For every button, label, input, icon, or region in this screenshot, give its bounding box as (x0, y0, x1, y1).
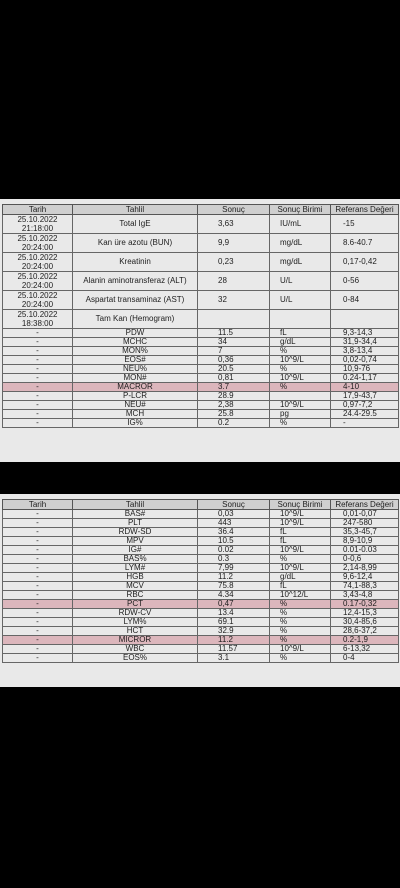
cell-unit: fL (270, 329, 331, 338)
cell-date (3, 582, 73, 591)
cell-test: LYM# (73, 564, 198, 573)
cell-result: 3.1 (198, 654, 270, 663)
cell-test: Aspartat transaminaz (AST) (73, 291, 198, 310)
date-line: 20:24:00 (21, 262, 54, 271)
cell-unit: 10^9/L (270, 546, 331, 555)
cell-test: RDW-SD (73, 528, 198, 537)
cell-result: 10.5 (198, 537, 270, 546)
cell-unit: % (270, 636, 331, 645)
cell-date (3, 510, 73, 519)
header-reference: Referans Değeri (331, 500, 399, 510)
cell-date (3, 564, 73, 573)
cell-test: MON% (73, 347, 198, 356)
header-result: Sonuç (198, 205, 270, 215)
cell-result: 4.34 (198, 591, 270, 600)
cell-result: 0.3 (198, 555, 270, 564)
cell-test: IG% (73, 419, 198, 428)
date-line: - (36, 554, 39, 563)
cell-test: HGB (73, 573, 198, 582)
cell-result: 32 (198, 291, 270, 310)
header-unit: Sonuç Birimi (270, 205, 331, 215)
cell-reference: 74,1-88,3 (331, 582, 399, 591)
cell-test: HCT (73, 627, 198, 636)
cell-result: 9,9 (198, 234, 270, 253)
cell-unit: 10^9/L (270, 564, 331, 573)
cell-test: PCT (73, 600, 198, 609)
cell-test: Alanin aminotransferaz (ALT) (73, 272, 198, 291)
cell-date (3, 600, 73, 609)
table-row (3, 272, 399, 291)
cell-date (3, 310, 73, 329)
cell-reference: -15 (331, 215, 399, 234)
cell-reference: 0-0,6 (331, 555, 399, 564)
date-line: 18:38:00 (21, 319, 54, 328)
cell-date (3, 627, 73, 636)
header-date: Tarih (3, 205, 73, 215)
cell-reference: 30,4-85,6 (331, 618, 399, 627)
cell-reference: 0-56 (331, 272, 399, 291)
cell-reference: 9,6-12,4 (331, 573, 399, 582)
date-line: - (36, 536, 39, 545)
cell-date (3, 365, 73, 374)
cell-reference: 0.01-0.03 (331, 546, 399, 555)
cell-unit: % (270, 618, 331, 627)
cell-test: IG# (73, 546, 198, 555)
table-row (3, 329, 399, 338)
cell-reference: 247-580 (331, 519, 399, 528)
cell-test: LYM% (73, 618, 198, 627)
table-row (3, 537, 399, 546)
cell-test: BAS% (73, 555, 198, 564)
cell-date (3, 272, 73, 291)
table-header-row (3, 205, 399, 215)
date-line: 25.10.2022 (17, 234, 58, 243)
cell-test: Total IgE (73, 215, 198, 234)
cell-reference: 4-10 (331, 383, 399, 392)
cell-date (3, 253, 73, 272)
cell-test: MCHC (73, 338, 198, 347)
cell-unit: 10^9/L (270, 356, 331, 365)
table-body-1 (3, 215, 399, 428)
cell-reference: - (331, 419, 399, 428)
table-row (3, 555, 399, 564)
date-line: - (36, 400, 39, 409)
cell-unit: g/dL (270, 573, 331, 582)
cell-reference: 6-13,32 (331, 645, 399, 654)
cell-date (3, 546, 73, 555)
cell-date (3, 401, 73, 410)
cell-reference: 8.6-40.7 (331, 234, 399, 253)
cell-result: 32.9 (198, 627, 270, 636)
date-line: 25.10.2022 (17, 310, 58, 319)
cell-unit: mg/dL (270, 234, 331, 253)
cell-reference: 8,9-10,9 (331, 537, 399, 546)
cell-reference: 17,9-43,7 (331, 392, 399, 401)
date-line: - (36, 518, 39, 527)
cell-result (198, 310, 270, 329)
cell-reference: 0-84 (331, 291, 399, 310)
cell-test: MCH (73, 410, 198, 419)
cell-result: 0.2 (198, 419, 270, 428)
header-date: Tarih (3, 500, 73, 510)
date-line: - (36, 346, 39, 355)
cell-reference: 10,9-76 (331, 365, 399, 374)
date-line: - (36, 617, 39, 626)
date-line: - (36, 563, 39, 572)
cell-unit: fL (270, 528, 331, 537)
table-row (3, 234, 399, 253)
table-row (3, 573, 399, 582)
cell-test: BAS# (73, 510, 198, 519)
cell-reference (331, 310, 399, 329)
date-line: 25.10.2022 (17, 291, 58, 300)
table-row (3, 374, 399, 383)
cell-result: 25.8 (198, 410, 270, 419)
cell-reference: 12,4-15,3 (331, 609, 399, 618)
cell-date (3, 528, 73, 537)
cell-reference: 28,6-37,2 (331, 627, 399, 636)
lab-results-photo-1 (0, 199, 400, 462)
table-body-2 (3, 510, 399, 663)
date-line: - (36, 590, 39, 599)
date-line: - (36, 409, 39, 418)
table-row (3, 215, 399, 234)
cell-unit: % (270, 600, 331, 609)
cell-date (3, 234, 73, 253)
cell-unit (270, 392, 331, 401)
table-row (3, 310, 399, 329)
table-row (3, 609, 399, 618)
date-line: - (36, 653, 39, 662)
table-row (3, 627, 399, 636)
date-line: - (36, 509, 39, 518)
cell-result: 11.5 (198, 329, 270, 338)
table-row (3, 291, 399, 310)
date-line: - (36, 644, 39, 653)
cell-result: 443 (198, 519, 270, 528)
cell-reference: 3,43-4,8 (331, 591, 399, 600)
table-header-row (3, 500, 399, 510)
cell-reference: 9,3-14,3 (331, 329, 399, 338)
date-line: - (36, 328, 39, 337)
cell-result: 11.57 (198, 645, 270, 654)
cell-unit: % (270, 654, 331, 663)
cell-unit: mg/dL (270, 253, 331, 272)
cell-test: EOS# (73, 356, 198, 365)
cell-reference: 0,17-0,42 (331, 253, 399, 272)
cell-date (3, 347, 73, 356)
cell-test: NEU# (73, 401, 198, 410)
cell-test: EOS% (73, 654, 198, 663)
cell-result: 0,47 (198, 600, 270, 609)
header-test: Tahlil (73, 205, 198, 215)
cell-result: 3.7 (198, 383, 270, 392)
cell-result: 13.4 (198, 609, 270, 618)
cell-date (3, 654, 73, 663)
cell-unit (270, 310, 331, 329)
cell-unit: % (270, 609, 331, 618)
cell-unit: fL (270, 582, 331, 591)
cell-date (3, 555, 73, 564)
table-row (3, 347, 399, 356)
table-row (3, 253, 399, 272)
table-row (3, 546, 399, 555)
table-row (3, 519, 399, 528)
cell-unit: pg (270, 410, 331, 419)
cell-reference: 3,8-13,4 (331, 347, 399, 356)
date-line: - (36, 373, 39, 382)
date-line: - (36, 527, 39, 536)
cell-date (3, 410, 73, 419)
cell-reference: 0.17-0,32 (331, 600, 399, 609)
cell-test: RDW-CV (73, 609, 198, 618)
cell-result: 28 (198, 272, 270, 291)
date-line: - (36, 545, 39, 554)
cell-date (3, 392, 73, 401)
date-line: - (36, 382, 39, 391)
cell-unit: % (270, 419, 331, 428)
date-line: - (36, 581, 39, 590)
date-line: 25.10.2022 (17, 215, 58, 224)
cell-unit: 10^12/L (270, 591, 331, 600)
table-row (3, 356, 399, 365)
cell-date (3, 374, 73, 383)
date-line: 20:24:00 (21, 300, 54, 309)
header-test: Tahlil (73, 500, 198, 510)
table-row (3, 419, 399, 428)
date-line: 20:24:00 (21, 243, 54, 252)
cell-unit: g/dL (270, 338, 331, 347)
cell-reference: 0.24-1,17 (331, 374, 399, 383)
lab-results-table-1 (2, 204, 399, 428)
date-line: 25.10.2022 (17, 253, 58, 262)
cell-result: 0,81 (198, 374, 270, 383)
cell-unit: U/L (270, 291, 331, 310)
table-row (3, 636, 399, 645)
lab-results-table-2 (2, 499, 399, 663)
cell-test: RBC (73, 591, 198, 600)
cell-date (3, 609, 73, 618)
cell-test: PLT (73, 519, 198, 528)
cell-result: 69.1 (198, 618, 270, 627)
table-row (3, 510, 399, 519)
cell-result: 11.2 (198, 573, 270, 582)
table-row (3, 338, 399, 347)
cell-result: 0,03 (198, 510, 270, 519)
cell-test: MICROR (73, 636, 198, 645)
cell-result: 7 (198, 347, 270, 356)
cell-test: WBC (73, 645, 198, 654)
table-row (3, 582, 399, 591)
cell-date (3, 645, 73, 654)
date-line: 25.10.2022 (17, 272, 58, 281)
cell-test: MACROR (73, 383, 198, 392)
cell-date (3, 618, 73, 627)
cell-unit: % (270, 627, 331, 636)
table-row (3, 401, 399, 410)
cell-date (3, 537, 73, 546)
cell-result: 0,36 (198, 356, 270, 365)
cell-date (3, 215, 73, 234)
cell-result: 75.8 (198, 582, 270, 591)
cell-result: 2,38 (198, 401, 270, 410)
cell-date (3, 419, 73, 428)
table-row (3, 645, 399, 654)
table-row (3, 410, 399, 419)
cell-unit: IU/mL (270, 215, 331, 234)
date-line: - (36, 626, 39, 635)
cell-date (3, 636, 73, 645)
cell-unit: 10^9/L (270, 510, 331, 519)
date-line: 20:24:00 (21, 281, 54, 290)
table-row (3, 564, 399, 573)
cell-date (3, 383, 73, 392)
table-row (3, 383, 399, 392)
cell-test: NEU% (73, 365, 198, 374)
date-line: - (36, 572, 39, 581)
cell-reference: 2,14-8,99 (331, 564, 399, 573)
cell-date (3, 338, 73, 347)
cell-test: MON# (73, 374, 198, 383)
cell-test: MPV (73, 537, 198, 546)
cell-unit: 10^9/L (270, 401, 331, 410)
cell-result: 7,99 (198, 564, 270, 573)
cell-reference: 0,02-0,74 (331, 356, 399, 365)
cell-unit: fL (270, 537, 331, 546)
date-line: - (36, 418, 39, 427)
date-line: - (36, 599, 39, 608)
cell-reference: 0.2-1,9 (331, 636, 399, 645)
cell-result: 11.2 (198, 636, 270, 645)
header-unit: Sonuç Birimi (270, 500, 331, 510)
cell-test: Kan üre azotu (BUN) (73, 234, 198, 253)
cell-result: 28.9 (198, 392, 270, 401)
table-row (3, 600, 399, 609)
cell-result: 0,23 (198, 253, 270, 272)
table-row (3, 654, 399, 663)
cell-unit: 10^9/L (270, 519, 331, 528)
cell-unit: % (270, 383, 331, 392)
cell-result: 36.4 (198, 528, 270, 537)
cell-unit: U/L (270, 272, 331, 291)
header-reference: Referans Değeri (331, 205, 399, 215)
cell-result: 3,63 (198, 215, 270, 234)
cell-unit: 10^9/L (270, 645, 331, 654)
cell-unit: % (270, 365, 331, 374)
cell-unit: % (270, 347, 331, 356)
cell-test: Tam Kan (Hemogram) (73, 310, 198, 329)
table-row (3, 528, 399, 537)
date-line: - (36, 355, 39, 364)
cell-test: PDW (73, 329, 198, 338)
table-row (3, 618, 399, 627)
cell-test: MCV (73, 582, 198, 591)
date-line: - (36, 364, 39, 373)
date-line: - (36, 635, 39, 644)
cell-reference: 0-4 (331, 654, 399, 663)
table-row (3, 392, 399, 401)
date-line: - (36, 337, 39, 346)
cell-reference: 0,97-7,2 (331, 401, 399, 410)
cell-date (3, 356, 73, 365)
cell-test: Kreatinin (73, 253, 198, 272)
date-line: - (36, 608, 39, 617)
cell-reference: 31,9-34,4 (331, 338, 399, 347)
cell-unit: % (270, 555, 331, 564)
cell-date (3, 573, 73, 582)
cell-result: 0.02 (198, 546, 270, 555)
cell-reference: 0,01-0,07 (331, 510, 399, 519)
cell-reference: 24.4-29.5 (331, 410, 399, 419)
cell-result: 20.5 (198, 365, 270, 374)
date-line: 21:18:00 (21, 224, 54, 233)
cell-result: 34 (198, 338, 270, 347)
cell-date (3, 329, 73, 338)
table-row (3, 365, 399, 374)
lab-results-photo-2 (0, 494, 400, 687)
cell-reference: 35,3-45,7 (331, 528, 399, 537)
header-result: Sonuç (198, 500, 270, 510)
cell-date (3, 591, 73, 600)
table-row (3, 591, 399, 600)
cell-date (3, 519, 73, 528)
cell-unit: 10^9/L (270, 374, 331, 383)
cell-date (3, 291, 73, 310)
date-line: - (36, 391, 39, 400)
cell-test: P-LCR (73, 392, 198, 401)
